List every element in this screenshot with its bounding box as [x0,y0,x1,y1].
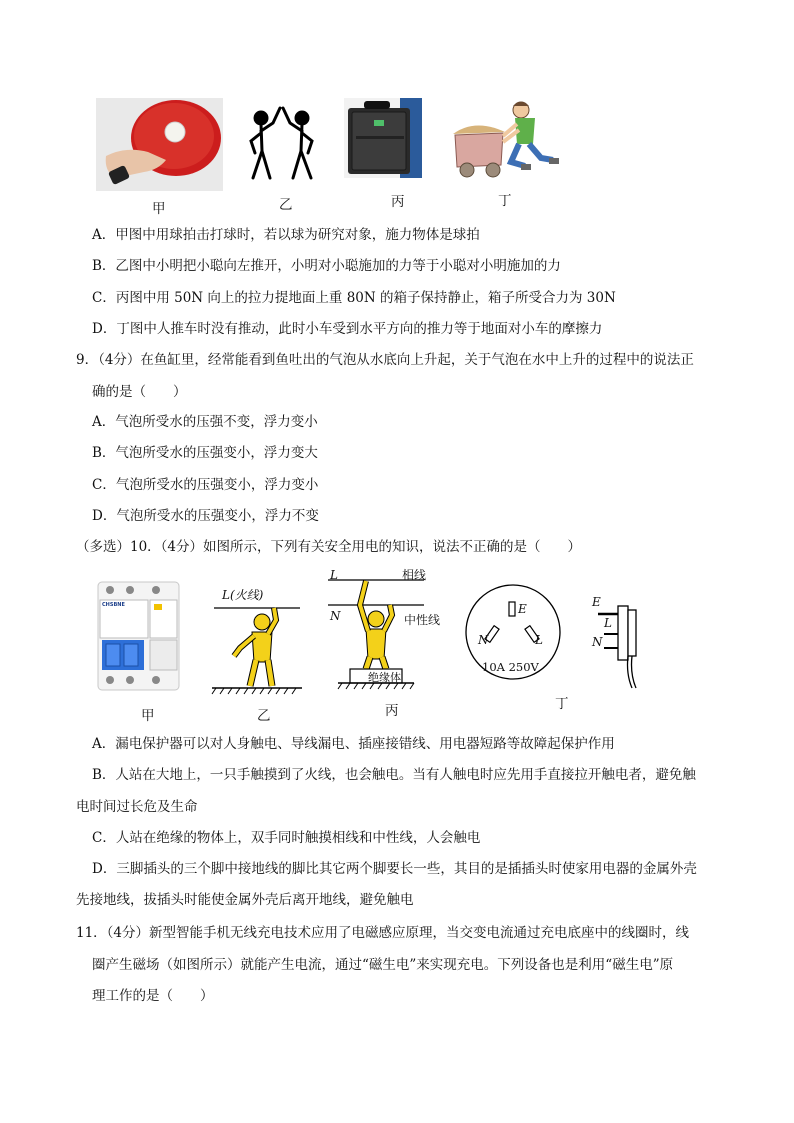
bing-neutral-wire-label: 中性线 [404,613,441,627]
q10-option-b-line2: 电时间过长危及生命 [76,799,198,815]
q8-option-d: D．丁图中人推车时没有推动，此时小车受到水平方向的推力等于地面对小车的摩擦力 [92,321,603,337]
q9-stem-line2: 确的是（ ） [92,384,187,400]
circuit-breaker-image [96,580,181,692]
q10-option-c: C．人站在绝缘的物体上，双手同时触摸相线和中性线，人会触电 [92,830,481,846]
q10-caption-bing: 丙 [385,703,399,719]
bing-L-label: L [330,568,338,582]
q10-caption-ding: 丁 [555,696,569,712]
q10-option-a: A．漏电保护器可以对人身触电、导线漏电、插座接错线、用电器短路等故障起保护作用 [92,736,615,752]
q9-option-c: C．气泡所受水的压强变小，浮力变小 [92,477,319,493]
q9-option-b: B．气泡所受水的压强变小，浮力变大 [92,445,318,461]
q8-option-c: C．丙图中用 50N 向上的拉力提地面上重 80N 的箱子保持静止，箱子所受合力为 30N [92,290,616,306]
socket-N-label: N [478,633,489,647]
q8-caption-yi: 乙 [279,197,293,213]
q8-caption-ding: 丁 [498,193,512,209]
ping-pong-paddle-image [96,98,223,191]
q10-stem: （多选）10．（4分）如图所示，下列有关安全用电的知识，说法不正确的是（ ） [76,539,582,555]
yi-live-wire-label: L(火线) [222,588,264,602]
q9-stem-line1: 9．（4分）在鱼缸里，经常能看到鱼吐出的气泡从水底向上升起，关于气泡在水中上升的过程中的说法正 [76,352,694,368]
q8-caption-jia: 甲 [152,201,166,217]
q11-stem-line1: 11．（4分）新型智能手机无线充电技术应用了电磁感应原理，当交变电流通过充电底座中的线圈时，线 [76,925,690,941]
q9-option-d: D．气泡所受水的压强变小，浮力不变 [92,508,319,524]
breaker-brand-label: CHSBNE [102,602,125,608]
person-pushing-cart-image [445,100,560,180]
q11-stem-line3: 理工作的是（ ） [92,988,214,1004]
q10-caption-yi: 乙 [257,708,271,724]
q8-option-b: B．乙图中小明把小聪向左推开，小明对小聪施加的力等于小聪对小明施加的力 [92,258,561,274]
q11-stem-line2: 圈产生磁场（如图所示）就能产生电流，通过“磁生电”来实现充电。下列设备也是利用“磁生电”原 [92,957,674,973]
person-touching-live-wire-image [212,600,302,695]
socket-rating-label: 10A 250V [482,660,539,674]
plug-L-label: L [604,616,612,630]
bing-N-label: N [330,609,341,623]
q10-option-d-line1: D．三脚插头的三个脚中接地线的脚比其它两个脚要长一些，其目的是插插头时使家用电器的金属外壳 [92,861,697,877]
q10-caption-jia: 甲 [141,708,155,724]
stick-figures-image [245,103,320,181]
plug-N-label: N [592,635,603,649]
bing-live-wire-label: 相线 [402,568,427,582]
plug-E-label: E [592,595,601,609]
q9-option-a: A．气泡所受水的压强不变，浮力变小 [92,414,318,430]
socket-L-label: L [535,633,543,647]
bing-insulator-label: 绝缘体 [368,671,401,684]
q8-option-a: A．甲图中用球拍击打球时，若以球为研究对象，施力物体是球拍 [92,227,480,243]
q10-option-b-line1: B．人站在大地上，一只手触摸到了火线，也会触电。当有人触电时应先用手直接拉开触电者，避免触 [92,767,696,783]
q10-option-d-line2: 先接地线，拔插头时能使金属外壳后离开地线，避免触电 [76,892,414,908]
briefcase-image [344,98,422,178]
q8-caption-bing: 丙 [391,194,405,210]
socket-E-label: E [518,602,527,616]
